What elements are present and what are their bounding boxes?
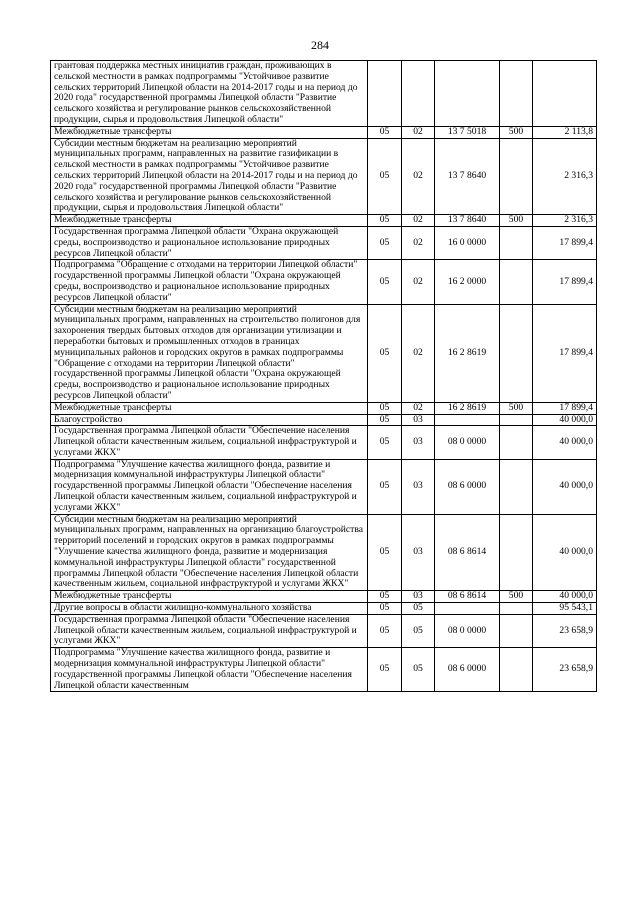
- row-target-article-cell: 16 2 8619: [435, 304, 500, 402]
- table-row: [51, 402, 597, 414]
- row-expense-type-cell: 500: [500, 215, 533, 227]
- row-target-article-cell: 08 6 0000: [435, 459, 500, 514]
- row-name-cell: грантовая поддержка местных инициатив граждан, проживающих в сельской местности в рамках подпрограммы "Устойчивое развитие сельских территорий Липецкой области на 2014-2017 годы и на период до 2020 года" государственной программы Липецкой области "Развитие сельского хозяйства и регулирование рынков сельскохозяйственной продукции, сырья и продовольствия Липецкой области": [51, 61, 368, 127]
- row-section-cell: 05: [368, 260, 402, 304]
- row-subsection-cell: 05: [402, 603, 435, 615]
- row-amount-cell: 40 000,0: [533, 514, 597, 591]
- row-name-cell: Государственная программа Липецкой области "Обеспечение населения Липецкой области качественным жильем, социальной инфраструктурой и услугами ЖКХ": [51, 426, 368, 459]
- row-name-cell: Субсидии местным бюджетам на реализацию мероприятий муниципальных программ, направленных на строительство полигонов для захоронения твердых бытовых отходов для организации утилизации и переработки бытовых и промышленных отходов в границах муниципальных районов и городских округов в рамках подпрограммы "Обращение с отходами на территории Липецкой области" государственной программы Липецкой области "Охрана окружающей среды, воспроизводство и рациональное использование природных ресурсов Липецкой области": [51, 304, 368, 402]
- row-expense-type-cell: 500: [500, 591, 533, 603]
- row-name-cell: Межбюджетные трансферты: [51, 126, 368, 138]
- row-target-article-cell: 13 7 5018: [435, 126, 500, 138]
- row-name-cell: Государственная программа Липецкой области "Обеспечение населения Липецкой области качественным жильем, социальной инфраструктурой и услугами ЖКХ": [51, 614, 368, 647]
- table-row: [51, 260, 597, 304]
- row-amount-cell: 23 658,9: [533, 614, 597, 647]
- row-name-cell: Межбюджетные трансферты: [51, 215, 368, 227]
- table-row: [51, 459, 597, 514]
- row-amount-cell: 95 543,1: [533, 603, 597, 615]
- row-section-cell: 05: [368, 459, 402, 514]
- row-subsection-cell: 03: [402, 414, 435, 426]
- row-name-cell: Субсидии местным бюджетам на реализацию мероприятий муниципальных программ, направленных на организацию благоустройства территорий поселений и городских округов в рамках подпрограммы "Улучшение качества жилищного фонда, развитие и модернизация коммунальной инфраструктуры Липецкой области" государственной программы Липецкой области "Обеспечение населения Липецкой области качественным жильем, социальной инфраструктурой и услугами ЖКХ": [51, 514, 368, 591]
- table-row: [51, 614, 597, 647]
- row-subsection-cell: 02: [402, 260, 435, 304]
- row-target-article-cell: 08 0 0000: [435, 614, 500, 647]
- row-name-cell: Государственная программа Липецкой области "Охрана окружающей среды, воспроизводство и рациональное использование природных ресурсов Липецкой области": [51, 226, 368, 259]
- row-amount-cell: 40 000,0: [533, 459, 597, 514]
- table-row: [51, 61, 597, 127]
- row-name-cell: Субсидии местным бюджетам на реализацию мероприятий муниципальных программ, направленных на развитие газификации в сельской местности в рамках подпрограммы "Устойчивое развитие сельских территорий Липецкой области на 2014-2017 годы и на период до 2020 года" государственной программы Липецкой области "Развитие сельского хозяйства и регулирование рынков сельскохозяйственной продукции, сырья и продовольствия Липецкой области": [51, 138, 368, 215]
- table-row: [51, 414, 597, 426]
- row-expense-type-cell: [500, 614, 533, 647]
- row-target-article-cell: 08 6 0000: [435, 648, 500, 692]
- table-row: [51, 126, 597, 138]
- row-amount-cell: 40 000,0: [533, 591, 597, 603]
- table-row: [51, 591, 597, 603]
- row-target-article-cell: 08 6 8614: [435, 514, 500, 591]
- row-name-cell: Межбюджетные трансферты: [51, 591, 368, 603]
- row-subsection-cell: 02: [402, 226, 435, 259]
- row-expense-type-cell: [500, 138, 533, 215]
- table-row: [51, 426, 597, 459]
- row-subsection-cell: 03: [402, 426, 435, 459]
- row-section-cell: 05: [368, 304, 402, 402]
- row-target-article-cell: [435, 603, 500, 615]
- row-section-cell: 05: [368, 215, 402, 227]
- row-amount-cell: 23 658,9: [533, 648, 597, 692]
- row-subsection-cell: 02: [402, 215, 435, 227]
- row-amount-cell: 17 899,4: [533, 260, 597, 304]
- row-name-cell: Подпрограмма "Улучшение качества жилищного фонда, развитие и модернизация коммунальной инфраструктуры Липецкой области" государственной программы Липецкой области "Обеспечение населения Липецкой области качественным: [51, 648, 368, 692]
- row-expense-type-cell: [500, 304, 533, 402]
- row-expense-type-cell: [500, 603, 533, 615]
- row-target-article-cell: 13 7 8640: [435, 138, 500, 215]
- row-section-cell: 05: [368, 226, 402, 259]
- row-target-article-cell: 08 6 8614: [435, 591, 500, 603]
- row-expense-type-cell: [500, 414, 533, 426]
- row-section-cell: 05: [368, 414, 402, 426]
- row-target-article-cell: 13 7 8640: [435, 215, 500, 227]
- row-amount-cell: [533, 61, 597, 127]
- row-amount-cell: 40 000,0: [533, 426, 597, 459]
- row-section-cell: 05: [368, 514, 402, 591]
- row-expense-type-cell: [500, 61, 533, 127]
- row-target-article-cell: 16 0 0000: [435, 226, 500, 259]
- row-name-cell: Подпрограмма "Улучшение качества жилищного фонда, развитие и модернизация коммунальной инфраструктуры Липецкой области" государственной программы Липецкой области "Обеспечение населения Липецкой области качественным жильем, социальной инфраструктурой и услугами ЖКХ": [51, 459, 368, 514]
- row-target-article-cell: 16 2 8619: [435, 402, 500, 414]
- row-subsection-cell: 03: [402, 514, 435, 591]
- row-name-cell: Подпрограмма "Обращение с отходами на территории Липецкой области" государственной программы Липецкой области "Охрана окружающей среды, воспроизводство и рациональное использование природных ресурсов Липецкой области": [51, 260, 368, 304]
- row-expense-type-cell: 500: [500, 402, 533, 414]
- row-expense-type-cell: [500, 514, 533, 591]
- row-subsection-cell: 05: [402, 614, 435, 647]
- table-row: [51, 648, 597, 692]
- row-name-cell: Благоустройство: [51, 414, 368, 426]
- row-subsection-cell: 02: [402, 304, 435, 402]
- row-subsection-cell: 02: [402, 402, 435, 414]
- row-subsection-cell: 02: [402, 126, 435, 138]
- row-section-cell: 05: [368, 426, 402, 459]
- row-expense-type-cell: 500: [500, 126, 533, 138]
- table-row: [51, 304, 597, 402]
- row-amount-cell: 17 899,4: [533, 226, 597, 259]
- row-expense-type-cell: [500, 426, 533, 459]
- row-expense-type-cell: [500, 648, 533, 692]
- row-target-article-cell: [435, 414, 500, 426]
- budget-table: [50, 60, 597, 692]
- row-amount-cell: 17 899,4: [533, 304, 597, 402]
- table-row: [51, 215, 597, 227]
- row-section-cell: [368, 61, 402, 127]
- table-row: [51, 603, 597, 615]
- row-amount-cell: 40 000,0: [533, 414, 597, 426]
- row-section-cell: 05: [368, 138, 402, 215]
- row-amount-cell: 17 899,4: [533, 402, 597, 414]
- row-section-cell: 05: [368, 402, 402, 414]
- row-expense-type-cell: [500, 226, 533, 259]
- row-section-cell: 05: [368, 126, 402, 138]
- row-target-article-cell: 16 2 0000: [435, 260, 500, 304]
- row-subsection-cell: 03: [402, 459, 435, 514]
- row-section-cell: 05: [368, 603, 402, 615]
- row-subsection-cell: [402, 61, 435, 127]
- row-amount-cell: 2 113,8: [533, 126, 597, 138]
- table-row: [51, 514, 597, 591]
- row-section-cell: 05: [368, 648, 402, 692]
- row-name-cell: Межбюджетные трансферты: [51, 402, 368, 414]
- row-expense-type-cell: [500, 459, 533, 514]
- row-target-article-cell: 08 0 0000: [435, 426, 500, 459]
- row-section-cell: 05: [368, 614, 402, 647]
- page-number: 284: [311, 38, 329, 52]
- row-amount-cell: 2 316,3: [533, 138, 597, 215]
- row-expense-type-cell: [500, 260, 533, 304]
- row-subsection-cell: 05: [402, 648, 435, 692]
- row-name-cell: Другие вопросы в области жилищно-коммунального хозяйства: [51, 603, 368, 615]
- row-section-cell: 05: [368, 591, 402, 603]
- table-row: [51, 226, 597, 259]
- row-target-article-cell: [435, 61, 500, 127]
- row-subsection-cell: 03: [402, 591, 435, 603]
- row-subsection-cell: 02: [402, 138, 435, 215]
- table-row: [51, 138, 597, 215]
- row-amount-cell: 2 316,3: [533, 215, 597, 227]
